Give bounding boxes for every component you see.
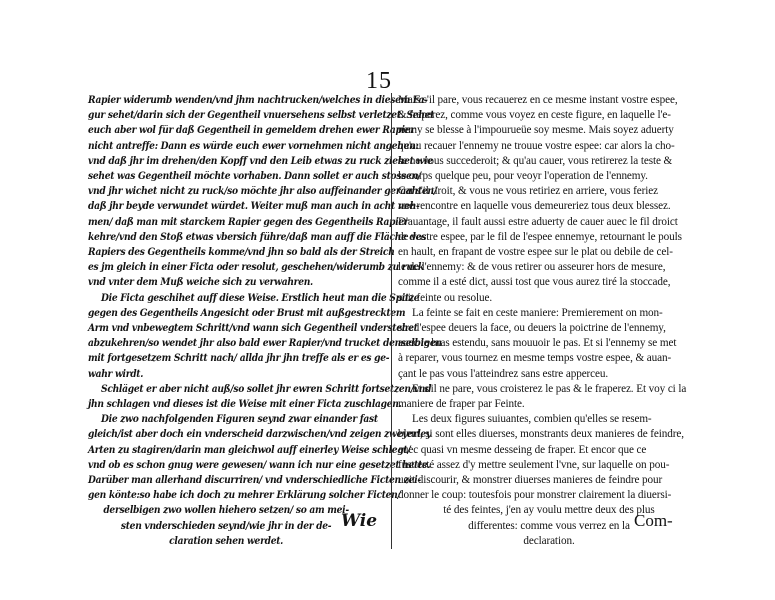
french-line: de vostre espee, par le fil de l'espee ennemye, retournant le pouls [398, 230, 682, 243]
french-line: stre l'espee deuers la face, ou deuers la poictrine de l'ennemy, [398, 322, 666, 335]
german-line: Darüber man allerhand discurriren/ vnd vnderschiedliche Ficten zei- [88, 475, 421, 487]
french-line: se ne vous succederoit; & qu'au cauer, vous retirerez la teste & [398, 154, 673, 167]
french-line: auec quasi vn mesme desseing de fraper. Et encor que ce [398, 443, 647, 456]
french-line: Mais s'il pare, vous recauerez en ce mesme instant vostre espee, [398, 94, 678, 106]
french-line: Et s'il ne pare, vous croisterez le pas & le fraperez. Et voy ci la [412, 382, 687, 395]
german-line: gen könte:so habe ich doch zu mehrer Erklärung solcher Ficten/ [88, 490, 401, 502]
german-line: Schläget er aber nicht auß/so sollet jhr ewren Schritt fortsetzen/vnd [101, 383, 432, 395]
french-line: vne rencontre en laquelle vous demeureriez tous deux blessez. [398, 200, 671, 213]
german-line: Die zwo nachfolgenden Figuren seynd zwar einander fast [101, 414, 378, 426]
german-line: mit fortgesetzem Schritt nach/ allda jhr jhn treffe als er es ge- [88, 353, 390, 365]
german-line: jhn schlagen vnd dieses ist die Weise mit einer Ficta zuschlagen. [88, 399, 402, 411]
german-line: nicht antreffe: Dann es würde euch ewer vornehmen nicht angehen: [88, 140, 419, 152]
french-line: fust esté assez d'y mettre seulement l'vne, sur laquelle on pou- [398, 458, 670, 471]
french-line: çant le pas vous l'atteindrez sans estre apperceu. [398, 367, 609, 380]
catchword-french: Com- [634, 511, 673, 530]
french-line: comme il a esté dict, aussi tost que vous aurez tiré la stoccade, [398, 276, 671, 289]
german-line: daß jhr beyde verwundet würdet. Weiter muß man auch in acht neh- [88, 201, 420, 213]
german-line: Die Ficta geschihet auff diese Weise. Erstlich heut man die Spitze [101, 292, 420, 304]
french-line: differentes: comme vous verrez en la [468, 519, 630, 532]
german-line: derselbigen zwo wollen hiehero setzen/ so am mei- [103, 505, 349, 517]
french-line: nemy se blesse à l'impourueüe soy mesme. Mais soyez aduerty [398, 124, 674, 137]
german-line: Rapier widerumb wenden/vnd jhm nachtrucken/welches in diesem Fa- [88, 95, 428, 106]
french-line: D'auantage, il fault aussi estre aduerty de cauer auec le fil droict [398, 215, 678, 228]
german-line: claration sehen werdet. [169, 535, 284, 547]
german-line: Arm vnd vnbewegtem Schritt/vnd wann sich Gegentheil vnderstehet [88, 323, 418, 335]
german-line: sehet was Gegentheil möchte vorhaben. Dann sollet er auch stossen/ [88, 171, 421, 183]
german-text-column [88, 93, 442, 549]
french-line: à reparer, vous tournez en mesme temps vostre espee, & auan- [398, 352, 672, 365]
french-line: & fraperez, comme vous voyez en ceste figure, en laquelle l'e- [398, 109, 671, 122]
german-line: Arten zu stagiren/darin man gleichwol auff einerley Weise schlegt/ [88, 444, 411, 456]
german-line: gleich/ist aber doch ein vnderscheid darzwischen/vnd zeigen zweyerley [88, 429, 431, 441]
french-line: maniere de fraper par Feinte. [398, 398, 525, 411]
german-line: gur sehet/darin sich der Gegentheil vnuersehens selbst verletzet. Sehet [88, 110, 435, 122]
french-line: soit feinte ou resolue. [398, 291, 493, 304]
french-line: blent, si sont elles diuerses, monstrants deux manieres de feindre, [398, 428, 684, 441]
german-line: vnd daß jhr im drehen/den Kopff vnd den Leib etwas zu ruck ziehet wie [88, 155, 433, 167]
german-line: vnd vnter dem Muß weiche sich zu verwahren. [88, 277, 313, 289]
french-line: té des feintes, j'en ay voulu mettre deux des plus [443, 504, 655, 517]
german-line: abzukehren/so wendet jhr also bald ewer Rapier/vnd trucket denselbigen [88, 338, 442, 350]
french-text-column [391, 93, 700, 549]
german-line: vnd ob es schon gnug were gewesen/ wann ich nur eine gesetzet hette. [88, 459, 431, 471]
french-line: qu'au recauer l'ennemy ne trouue vostre espee: car alors la cho- [398, 139, 675, 152]
french-line: Car s'il tiroit, & vous ne vous retiriez en arriere, vous feriez [398, 185, 658, 198]
french-line: le corps quelque peu, pour veoyr l'operation de l'ennemy. [398, 170, 648, 183]
german-line: men/ daß man mit starckem Rapier gegen des Gegentheils Rapier [88, 216, 409, 228]
page-number: 15 [366, 68, 392, 94]
french-line: Les deux figures suiuantes, combien qu'elles se resem- [412, 413, 652, 426]
french-line: le de l'ennemy: & de vous retirer ou asseurer hors de mesure, [398, 261, 666, 274]
german-line: kehre/vnd den Stoß etwas vbersich führe/daß man auff die Fläche des [88, 231, 427, 243]
french-line: La feinte se fait en ceste maniere: Premierement on mon- [412, 306, 663, 319]
german-line: vnd jhr wichet nicht zu ruck/so möchte jhr also auffeinander geraahten/ [88, 186, 437, 198]
catchword-german: Wie [341, 511, 378, 531]
french-line: declaration. [523, 534, 575, 547]
german-line: wahr wirdt. [88, 368, 144, 380]
french-line: en hault, en frapant de vostre espee sur le plat ou debile de cel- [398, 246, 673, 259]
german-line: euch aber wol für daß Gegentheil in gemeldem drehen ewer Rapier [88, 125, 415, 137]
german-line: es jm gleich in einer Ficta oder resolut, geschehen/widerumb zu ruck [88, 262, 424, 274]
german-line: gegen des Gegentheils Angesicht oder Brust mit außgestrecktem [88, 307, 406, 319]
french-line: donner le coup: toutesfois pour monstrer clairement la diuersi- [398, 489, 672, 502]
german-line: sten vnderschieden seynd/wie jhr in der de- [120, 520, 332, 532]
french-line: auec le bras estendu, sans mouuoir le pas. Et si l'ennemy se met [398, 337, 677, 350]
german-line: Rapiers des Gegentheils komme/vnd jhn so bald als der Streich [88, 247, 395, 259]
french-line: uoit discourir, & monstrer diuerses manieres de feindre pour [398, 474, 663, 487]
